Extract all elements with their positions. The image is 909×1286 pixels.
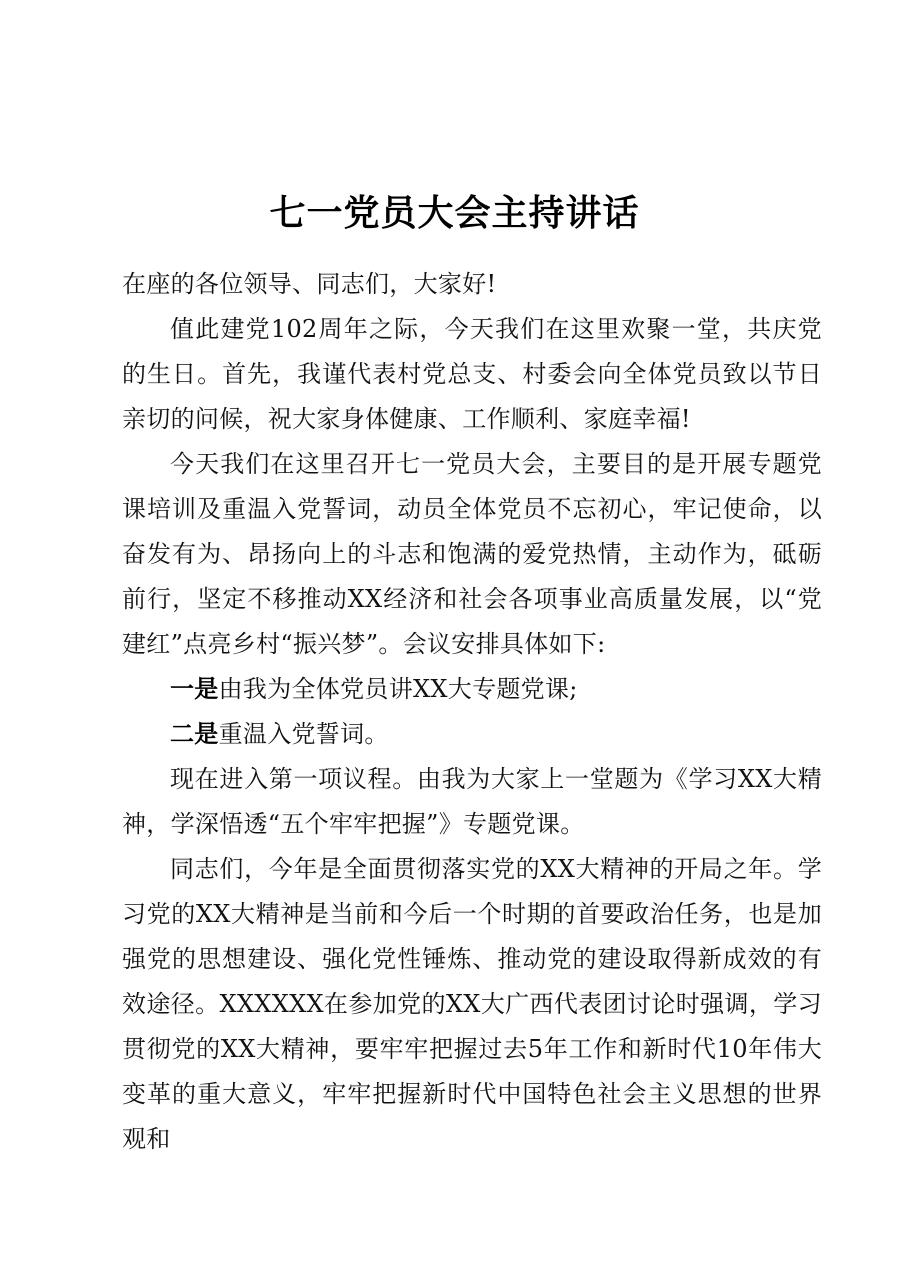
agenda-item-1-text: 由我为全体党员讲XX大专题党课; (218, 675, 578, 703)
purpose-paragraph: 今天我们在这里召开七一党员大会，主要目的是开展专题党课培训及重温入党誓词，动员全体党员不忘初心，牢记使命，以奋发有为、昂扬向上的斗志和饱满的爱党热情，主动作为，砥砺前行，坚定不移推动XX经济和社会各项事业高质量发展，以“党建红”点亮乡村“振兴梦”。会议安排具体如下: (122, 450, 822, 658)
greeting-paragraph: 在座的各位领导、同志们，大家好! (122, 270, 497, 298)
agenda-item-2-text: 重温入党誓词。 (218, 720, 389, 748)
first-item-paragraph: 现在进入第一项议程。由我为大家上一堂题为《学习XX大精神，学深悟透“五个牢牢把握”》专题党课。 (122, 765, 822, 838)
agenda-item-1-label: 一是 (170, 675, 219, 703)
agenda-item-2-label: 二是 (170, 720, 219, 748)
agenda-item-1 (122, 667, 822, 712)
document-title: 七一党员大会主持讲话 (269, 193, 640, 234)
document-body (122, 262, 822, 1162)
agenda-item-2 (122, 712, 822, 757)
opening-paragraph: 值此建党102周年之际，今天我们在这里欢聚一堂，共庆党的生日。首先，我谨代表村党总支、村委会向全体党员致以节日亲切的问候，祝大家身体健康、工作顺利、家庭幸福! (122, 315, 822, 433)
lecture-paragraph: 同志们，今年是全面贯彻落实党的XX大精神的开局之年。学习党的XX大精神是当前和今后一个时期的首要政治任务，也是加强党的思想建设、强化党性锤炼、推动党的建设取得新成效的有效途径。XXXXXX在参加党的XX大广西代表团讨论时强调，学习贯彻党的XX大精神，要牢牢把握过去5年工作和新时代10年伟大变革的重大意义，牢牢把握新时代中国特色社会主义思想的世界观和 (122, 855, 822, 1153)
